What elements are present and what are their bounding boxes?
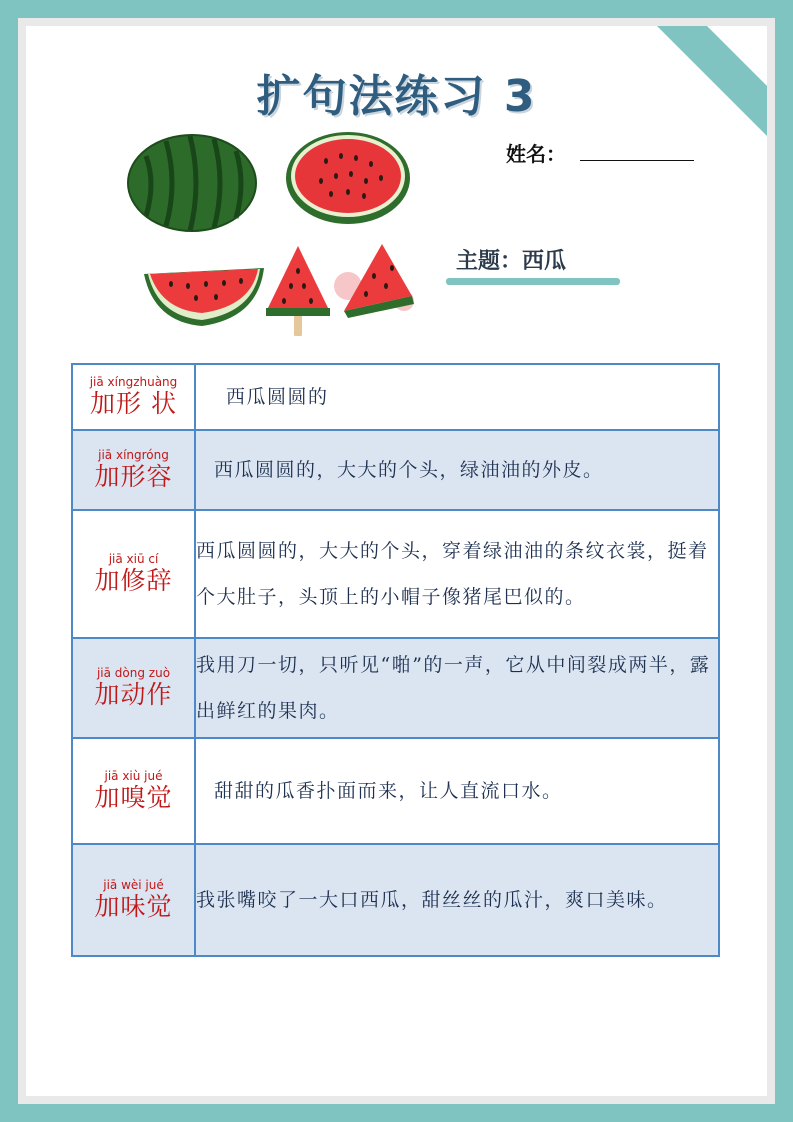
example-sentence: 我张嘴咬了一大口西瓜，甜丝丝的瓜汁，爽口美味。 <box>195 844 719 956</box>
method-label-cell <box>72 738 195 844</box>
example-sentence: 西瓜圆圆的 <box>195 364 719 430</box>
example-sentence: 甜甜的瓜香扑面而来，让人直流口水。 <box>195 738 719 844</box>
method-label-cell <box>72 638 195 738</box>
theme-underline <box>446 278 620 285</box>
pinyin-text: jiā dòng zuò <box>96 666 171 680</box>
expansion-methods-table <box>71 363 720 957</box>
table-row <box>72 638 719 738</box>
method-label-cell <box>72 430 195 510</box>
method-label: 加动作 <box>94 680 173 709</box>
pinyin-text: jiā wèi jué <box>103 878 164 892</box>
example-sentence: 我用刀一切，只听见“啪”的一声，它从中间裂成两半，露出鲜红的果肉。 <box>195 638 719 738</box>
theme-label: 主题：西瓜 <box>456 249 567 274</box>
table-row <box>72 510 719 638</box>
pinyin-text: jiā xíngzhuàng <box>89 375 178 389</box>
name-blank-line[interactable] <box>580 160 694 161</box>
table-row <box>72 844 719 956</box>
pinyin-text: jiā xiù jué <box>104 769 163 783</box>
worksheet-page <box>26 26 767 1096</box>
name-label: 姓名： <box>506 142 566 166</box>
page-title: 扩句法练习 3 <box>256 71 537 122</box>
method-label-cell <box>72 844 195 956</box>
example-sentence: 西瓜圆圆的，大大的个头，绿油油的外皮。 <box>195 430 719 510</box>
method-label-cell <box>72 364 195 430</box>
table-row <box>72 430 719 510</box>
method-label: 加修辞 <box>94 566 173 595</box>
table-row <box>72 364 719 430</box>
method-label: 加形 状 <box>90 389 177 418</box>
method-label: 加嗅觉 <box>94 783 173 812</box>
pinyin-text: jiā xíngróng <box>98 448 169 462</box>
method-label: 加形容 <box>94 462 173 491</box>
method-label: 加味觉 <box>94 892 173 921</box>
watermelon-illustration <box>126 126 426 336</box>
table-row <box>72 738 719 844</box>
pinyin-text: jiā xiū cí <box>108 552 159 566</box>
example-sentence: 西瓜圆圆的，大大的个头，穿着绿油油的条纹衣裳，挺着个大肚子，头顶上的小帽子像猪尾巴似的。 <box>195 510 719 638</box>
method-label-cell <box>72 510 195 638</box>
